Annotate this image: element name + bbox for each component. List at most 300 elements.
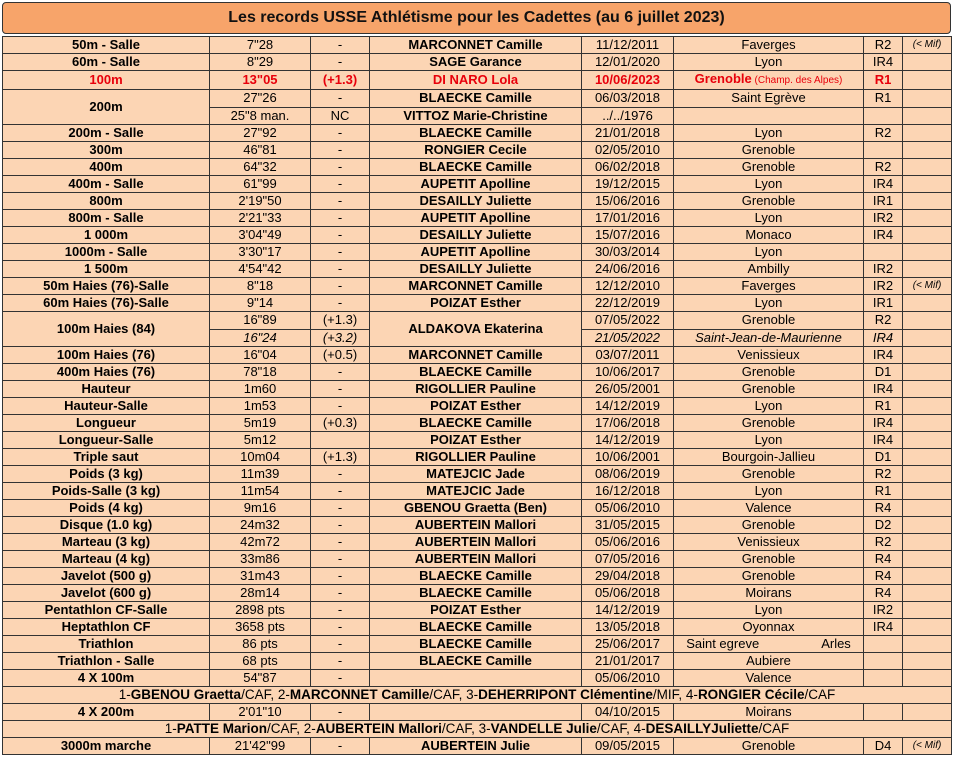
record-date: 07/05/2022: [582, 312, 674, 330]
record-note: [903, 381, 952, 398]
record-place: [674, 159, 864, 176]
record-place: [674, 500, 864, 517]
performance: 86 pts: [210, 636, 311, 653]
record-row: [3, 227, 952, 244]
record-place: [674, 278, 864, 295]
performance: 13"05: [210, 71, 311, 90]
record-place: [674, 295, 864, 312]
place-name: Grenoble: [741, 312, 796, 328]
athlete-name: DESAILLY Juliette: [370, 193, 582, 210]
place-name: Lyon: [754, 176, 783, 191]
record-level: R4: [864, 551, 903, 568]
event-name: Triathlon - Salle: [3, 653, 210, 670]
record-row: [3, 159, 952, 176]
record-note: [903, 483, 952, 500]
wind: -: [311, 585, 370, 602]
record-date: 26/05/2001: [582, 381, 674, 398]
record-place: [674, 347, 864, 364]
record-note: [903, 107, 952, 125]
record-date: 07/05/2016: [582, 551, 674, 568]
wind: -: [311, 466, 370, 483]
athlete-name: POIZAT Esther: [370, 432, 582, 449]
record-note: [903, 466, 952, 483]
place-name: Ambilly: [747, 261, 790, 276]
record-level: [864, 704, 903, 721]
event-name: 3000m marche: [3, 738, 210, 755]
performance: 2898 pts: [210, 602, 311, 619]
place-name: Moirans: [745, 585, 792, 600]
wind: -: [311, 602, 370, 619]
record-level: IR2: [864, 261, 903, 278]
record-row: [3, 483, 952, 500]
record-level: IR2: [864, 602, 903, 619]
athlete-name: GBENOU Graetta (Ben): [370, 500, 582, 517]
athlete-name: MARCONNET Camille: [370, 278, 582, 295]
record-row: [3, 619, 952, 636]
record-level: IR4: [864, 227, 903, 244]
athlete-name: BLAECKE Camille: [370, 653, 582, 670]
record-row: [3, 364, 952, 381]
event-name: 4 X 200m: [3, 704, 210, 721]
record-place: [674, 210, 864, 227]
athlete-name: ALDAKOVA Ekaterina: [370, 312, 582, 347]
relay-member-number: 2-: [277, 687, 290, 702]
wind: -: [311, 244, 370, 261]
event-name: 400m Haies (76): [3, 364, 210, 381]
wind: -: [311, 159, 370, 176]
record-place: [674, 619, 864, 636]
place-name: Grenoble: [741, 193, 796, 208]
record-place: [674, 193, 864, 210]
relay-member-club: /CAF,: [429, 687, 467, 702]
record-row: [3, 278, 952, 295]
record-row: [3, 602, 952, 619]
athlete-name: DI NARO Lola: [370, 71, 582, 90]
record-place: [674, 517, 864, 534]
place-name: Lyon: [754, 244, 783, 259]
performance: 16"89: [210, 312, 311, 330]
record-row: [3, 517, 952, 534]
event-name: 60m Haies (76)-Salle: [3, 295, 210, 312]
performance: 2'19"50: [210, 193, 311, 210]
record-place: [674, 704, 864, 721]
event-name: 50m Haies (76)-Salle: [3, 278, 210, 295]
record-note: [903, 54, 952, 71]
wind: (+0.3): [311, 415, 370, 432]
performance: 16"04: [210, 347, 311, 364]
relay-member-number: 4-: [633, 721, 646, 736]
record-date: 12/12/2010: [582, 278, 674, 295]
place-name-second: Arles: [821, 636, 851, 651]
record-level: D4: [864, 738, 903, 755]
record-level: R2: [864, 125, 903, 142]
record-note: [903, 295, 952, 312]
record-note: [903, 534, 952, 551]
performance: 1m60: [210, 381, 311, 398]
athlete-name: BLAECKE Camille: [370, 568, 582, 585]
place-name: Faverges: [741, 37, 796, 52]
record-note: [903, 210, 952, 227]
wind: -: [311, 534, 370, 551]
record-row: [3, 398, 952, 415]
record-date: 14/12/2019: [582, 398, 674, 415]
event-name: 100m Haies (84): [3, 312, 210, 347]
record-note: [903, 364, 952, 381]
relay-member-number: 2-: [303, 721, 316, 736]
record-place: [674, 125, 864, 142]
record-date: 21/01/2017: [582, 653, 674, 670]
event-name: Heptathlon CF: [3, 619, 210, 636]
record-level: R2: [864, 312, 903, 330]
record-row: [3, 176, 952, 193]
athlete-name: AUPETIT Apolline: [370, 176, 582, 193]
record-level: R2: [864, 159, 903, 176]
record-date: 06/03/2018: [582, 90, 674, 108]
event-name: 800m - Salle: [3, 210, 210, 227]
athlete-name: DESAILLY Juliette: [370, 227, 582, 244]
record-row: [3, 432, 952, 449]
wind: -: [311, 398, 370, 415]
record-place: [674, 670, 864, 687]
record-note: [903, 551, 952, 568]
performance: 4'54"42: [210, 261, 311, 278]
place-name: Grenoble: [741, 738, 796, 753]
record-level: IR2: [864, 210, 903, 227]
record-place: [674, 738, 864, 755]
record-date: 03/07/2011: [582, 347, 674, 364]
record-level: R4: [864, 568, 903, 585]
record-level: IR1: [864, 193, 903, 210]
event-name: Triathlon: [3, 636, 210, 653]
record-date: 11/12/2011: [582, 37, 674, 54]
record-row: [3, 312, 952, 330]
event-name: 100m: [3, 71, 210, 90]
relay-member-name: DEHERRIPONT Clémentine: [478, 687, 653, 702]
performance: 27"92: [210, 125, 311, 142]
athlete-name: MATEJCIC Jade: [370, 483, 582, 500]
wind: -: [311, 483, 370, 500]
record-row: [3, 738, 952, 755]
wind: -: [311, 619, 370, 636]
event-name: Hauteur-Salle: [3, 398, 210, 415]
record-date: 10/06/2023: [582, 71, 674, 90]
performance: 3'30"17: [210, 244, 311, 261]
record-place: [674, 466, 864, 483]
wind: -: [311, 653, 370, 670]
place-name: Grenoble: [741, 159, 796, 174]
place-name: Saint egreve: [686, 636, 760, 651]
record-note: [903, 449, 952, 466]
wind: [311, 432, 370, 449]
performance: 28m14: [210, 585, 311, 602]
wind: -: [311, 500, 370, 517]
event-name: 1000m - Salle: [3, 244, 210, 261]
athlete-name: AUPETIT Apolline: [370, 244, 582, 261]
event-name: Marteau (4 kg): [3, 551, 210, 568]
record-level: R1: [864, 90, 903, 108]
wind: -: [311, 227, 370, 244]
record-level: IR4: [864, 347, 903, 364]
athlete-name: DESAILLY Juliette: [370, 261, 582, 278]
record-date: 17/06/2018: [582, 415, 674, 432]
record-place: [674, 312, 864, 330]
record-place: [674, 37, 864, 54]
page-title: Les records USSE Athlétisme pour les Cadettes (au 6 juillet 2023): [2, 2, 951, 34]
record-level: D2: [864, 517, 903, 534]
place-name: Grenoble: [741, 364, 796, 379]
record-row: [3, 653, 952, 670]
performance: 24m32: [210, 517, 311, 534]
performance: 21'42"99: [210, 738, 311, 755]
record-date: 14/12/2019: [582, 432, 674, 449]
athlete-name: BLAECKE Camille: [370, 159, 582, 176]
record-place: [674, 329, 864, 347]
event-name: Poids (3 kg): [3, 466, 210, 483]
athlete-name: [370, 670, 582, 687]
record-note: [903, 244, 952, 261]
athlete-name: AUBERTEIN Mallori: [370, 534, 582, 551]
record-row: [3, 415, 952, 432]
record-level: [864, 107, 903, 125]
event-name: Pentathlon CF-Salle: [3, 602, 210, 619]
record-row: [3, 261, 952, 278]
athlete-name: POIZAT Esther: [370, 295, 582, 312]
place-name: Lyon: [754, 54, 783, 69]
record-note: [903, 142, 952, 159]
record-level: IR4: [864, 329, 903, 347]
performance: 33m86: [210, 551, 311, 568]
record-date: ../../1976: [582, 107, 674, 125]
record-date: 10/06/2001: [582, 449, 674, 466]
event-name: 800m: [3, 193, 210, 210]
record-place: [674, 381, 864, 398]
relay-member-number: 4-: [685, 687, 698, 702]
record-note: [903, 636, 952, 653]
place-name: Venissieux: [737, 534, 800, 549]
performance: 2'01"10: [210, 704, 311, 721]
record-note: [903, 261, 952, 278]
performance: 46"81: [210, 142, 311, 159]
record-date: 31/05/2015: [582, 517, 674, 534]
athlete-name: POIZAT Esther: [370, 398, 582, 415]
athlete-name: SAGE Garance: [370, 54, 582, 71]
performance: 11m54: [210, 483, 311, 500]
wind: -: [311, 364, 370, 381]
record-date: 24/06/2016: [582, 261, 674, 278]
athlete-name: BLAECKE Camille: [370, 585, 582, 602]
record-row: [3, 193, 952, 210]
relay-member-number: 1-: [164, 721, 177, 736]
place-name: Grenoble: [741, 568, 796, 583]
athlete-name: VITTOZ Marie-Christine: [370, 107, 582, 125]
record-row: [3, 500, 952, 517]
wind: -: [311, 37, 370, 54]
record-level: R1: [864, 398, 903, 415]
athlete-name: AUPETIT Apolline: [370, 210, 582, 227]
record-place: [674, 71, 864, 90]
record-note: [903, 227, 952, 244]
place-name: Monaco: [745, 227, 792, 242]
record-level: [864, 653, 903, 670]
performance: 25"8 man.: [210, 107, 311, 125]
record-place: [674, 432, 864, 449]
wind: -: [311, 125, 370, 142]
record-level: [864, 142, 903, 159]
wind: -: [311, 54, 370, 71]
athlete-name: AUBERTEIN Julie: [370, 738, 582, 755]
event-name: 200m: [3, 90, 210, 125]
relay-member-name: DESAILLYJuliette: [645, 721, 759, 736]
performance: 8"18: [210, 278, 311, 295]
record-note: (< Mif): [903, 278, 952, 295]
record-row: [3, 54, 952, 71]
event-name: 200m - Salle: [3, 125, 210, 142]
record-note: (< Mif): [903, 738, 952, 755]
performance: 2'21"33: [210, 210, 311, 227]
relay-member-club: /CAF: [758, 721, 790, 736]
record-note: [903, 568, 952, 585]
record-place: [674, 227, 864, 244]
relay-member-club: /CAF,: [267, 721, 304, 736]
event-name: Marteau (3 kg): [3, 534, 210, 551]
record-place: [674, 176, 864, 193]
wind: (+1.3): [311, 449, 370, 466]
record-date: 21/01/2018: [582, 125, 674, 142]
record-date: 09/05/2015: [582, 738, 674, 755]
event-name: Poids-Salle (3 kg): [3, 483, 210, 500]
record-date: 08/06/2019: [582, 466, 674, 483]
performance: 16"24: [210, 329, 311, 347]
record-place: [674, 534, 864, 551]
performance: 5m12: [210, 432, 311, 449]
record-place: [674, 568, 864, 585]
wind: -: [311, 210, 370, 227]
record-level: [864, 636, 903, 653]
record-level: R2: [864, 466, 903, 483]
relay-member-name: PATTE Marion: [176, 721, 268, 736]
relay-member-club: /CAF,: [596, 721, 634, 736]
athlete-name: RIGOLLIER Pauline: [370, 449, 582, 466]
event-name: Longueur-Salle: [3, 432, 210, 449]
athlete-name: MARCONNET Camille: [370, 347, 582, 364]
performance: 11m39: [210, 466, 311, 483]
athlete-name: AUBERTEIN Mallori: [370, 517, 582, 534]
record-row: [3, 244, 952, 261]
record-level: IR4: [864, 619, 903, 636]
record-place: [674, 636, 864, 653]
record-note: [903, 159, 952, 176]
athlete-name: [370, 704, 582, 721]
record-place: [674, 602, 864, 619]
record-level: R2: [864, 534, 903, 551]
records-sheet: [2, 2, 951, 755]
record-note: [903, 415, 952, 432]
record-row: [3, 568, 952, 585]
record-date: 19/12/2015: [582, 176, 674, 193]
place-name: Aubiere: [746, 653, 791, 668]
record-note: [903, 71, 952, 90]
wind: (+0.5): [311, 347, 370, 364]
record-note: [903, 125, 952, 142]
record-row: [3, 295, 952, 312]
wind: -: [311, 568, 370, 585]
performance: 5m19: [210, 415, 311, 432]
record-date: 13/05/2018: [582, 619, 674, 636]
performance: 78"18: [210, 364, 311, 381]
record-row: [3, 210, 952, 227]
place-name: Saint Egrève: [731, 90, 806, 106]
event-name: 1 000m: [3, 227, 210, 244]
place-name: Moirans: [745, 704, 792, 719]
event-name: Javelot (600 g): [3, 585, 210, 602]
event-name: Disque (1.0 kg): [3, 517, 210, 534]
record-row: [3, 125, 952, 142]
record-date: 06/02/2018: [582, 159, 674, 176]
athlete-name: MARCONNET Camille: [370, 37, 582, 54]
performance: 1m53: [210, 398, 311, 415]
performance: 31m43: [210, 568, 311, 585]
relay-member-name: VANDELLE Julie: [490, 721, 597, 736]
place-name: Lyon: [754, 295, 783, 310]
record-level: [864, 670, 903, 687]
athlete-name: BLAECKE Camille: [370, 125, 582, 142]
record-note: [903, 193, 952, 210]
relay-member-club: /CAF,: [441, 721, 479, 736]
record-note: (< Mif): [903, 37, 952, 54]
record-row: [3, 534, 952, 551]
record-place: [674, 653, 864, 670]
record-date: 16/12/2018: [582, 483, 674, 500]
record-note: [903, 653, 952, 670]
athlete-name: BLAECKE Camille: [370, 364, 582, 381]
record-note: [903, 517, 952, 534]
record-date: 17/01/2016: [582, 210, 674, 227]
event-name: 300m: [3, 142, 210, 159]
record-date: 21/05/2022: [582, 329, 674, 347]
relay-team-members: [3, 721, 952, 738]
wind: -: [311, 738, 370, 755]
wind: NC: [311, 107, 370, 125]
wind: -: [311, 295, 370, 312]
relay-member-number: 3-: [478, 721, 491, 736]
record-level: IR4: [864, 176, 903, 193]
record-note: [903, 500, 952, 517]
record-place: [674, 398, 864, 415]
athlete-name: BLAECKE Camille: [370, 619, 582, 636]
record-place: [674, 261, 864, 278]
record-date: 15/06/2016: [582, 193, 674, 210]
record-note: [903, 670, 952, 687]
record-row: [3, 90, 952, 108]
record-date: 22/12/2019: [582, 295, 674, 312]
event-name: 4 X 100m: [3, 670, 210, 687]
place-name: Valence: [745, 670, 792, 685]
event-name: 400m - Salle: [3, 176, 210, 193]
athlete-name: BLAECKE Camille: [370, 90, 582, 108]
record-note: [903, 619, 952, 636]
record-date: 04/10/2015: [582, 704, 674, 721]
wind: (+3.2): [311, 329, 370, 347]
wind: -: [311, 142, 370, 159]
performance: 68 pts: [210, 653, 311, 670]
relay-team-members: [3, 687, 952, 704]
record-place: [674, 364, 864, 381]
record-place: [674, 551, 864, 568]
record-date: 25/06/2017: [582, 636, 674, 653]
relay-member-number: 3-: [466, 687, 479, 702]
place-name: Venissieux: [737, 347, 800, 362]
performance: 3658 pts: [210, 619, 311, 636]
